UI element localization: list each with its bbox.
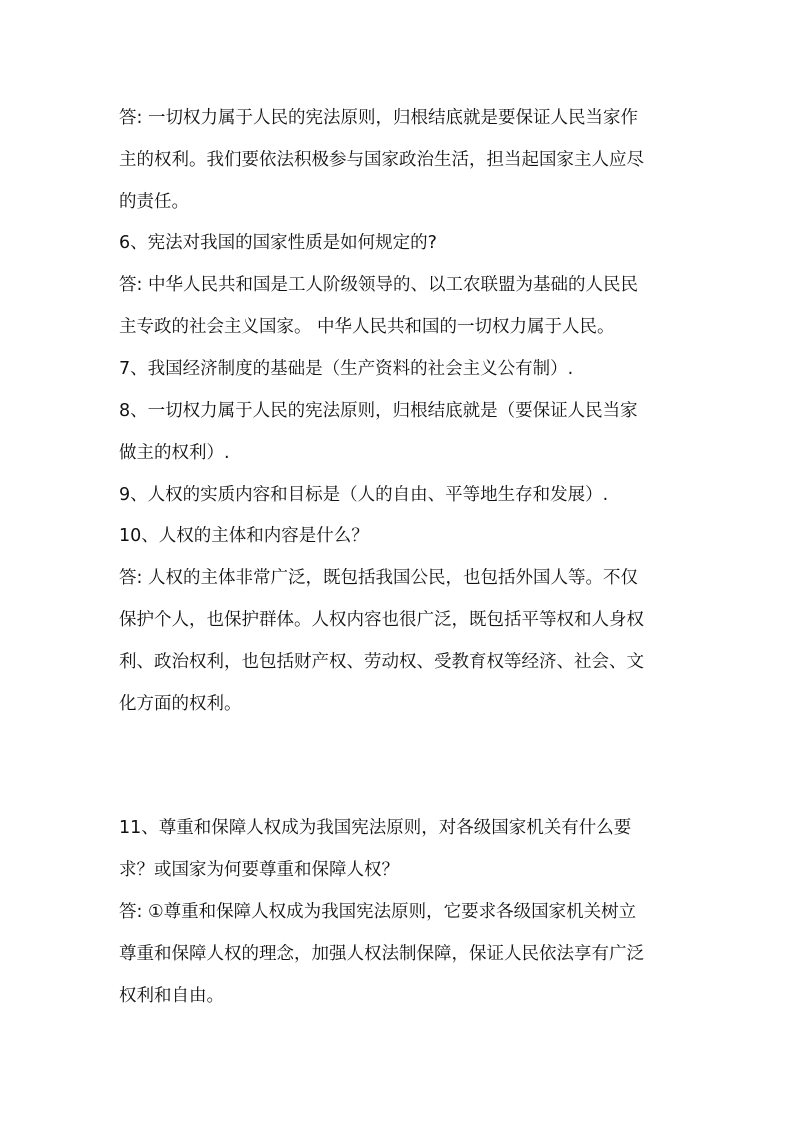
answer-10-line: 答: 人权的主体非常广泛，既包括我国公民，也包括外国人等。不仅 bbox=[119, 568, 638, 588]
answer-11-line: 尊重和保障人权的理念，加强人权法制保障，保证人民依法享有广泛 bbox=[119, 944, 644, 964]
text-line: 的责任。 bbox=[119, 192, 189, 212]
answer-11-line: 答: ①尊重和保障人权成为我国宪法原则，它要求各级国家机关树立 bbox=[119, 902, 637, 922]
question-8: 8、一切权力属于人民的宪法原则，归根结底就是（要保证人民当家 bbox=[119, 401, 638, 421]
question-8-line: 做主的权利）. bbox=[119, 443, 230, 463]
question-11: 11、尊重和保障人权成为我国宪法原则，对各级国家机关有什么要 bbox=[119, 818, 632, 838]
answer-10-line: 化方面的权利。 bbox=[119, 694, 242, 714]
question-7: 7、我国经济制度的基础是（生产资料的社会主义公有制）. bbox=[119, 359, 574, 379]
answer-6-line: 答: 中华人民共和国是工人阶级领导的、以工农联盟为基础的人民民 bbox=[119, 275, 638, 295]
answer-11-line: 权利和自由。 bbox=[119, 986, 224, 1006]
question-9: 9、人权的实质内容和目标是（人的自由、平等地生存和发展）. bbox=[119, 485, 609, 505]
text-line: 主的权利。我们要依法积极参与国家政治生活，担当起国家主人应尽 bbox=[119, 150, 644, 170]
text-line: 答: 一切权力属于人民的宪法原则，归根结底就是要保证人民当家作 bbox=[119, 108, 638, 128]
answer-6-line: 主专政的社会主义国家。 中华人民共和国的一切权力属于人民。 bbox=[119, 317, 615, 337]
answer-10-line: 保护个人，也保护群体。人权内容也很广泛，既包括平等权和人身权 bbox=[119, 610, 644, 630]
question-6: 6、宪法对我国的国家性质是如何规定的? bbox=[119, 233, 437, 253]
question-11-line: 求？或国家为何要尊重和保障人权？ bbox=[119, 860, 399, 880]
question-10: 10、人权的主体和内容是什么？ bbox=[119, 526, 369, 546]
answer-10-line: 利、政治权利，也包括财产权、劳动权、受教育权等经济、社会、文 bbox=[119, 652, 644, 672]
